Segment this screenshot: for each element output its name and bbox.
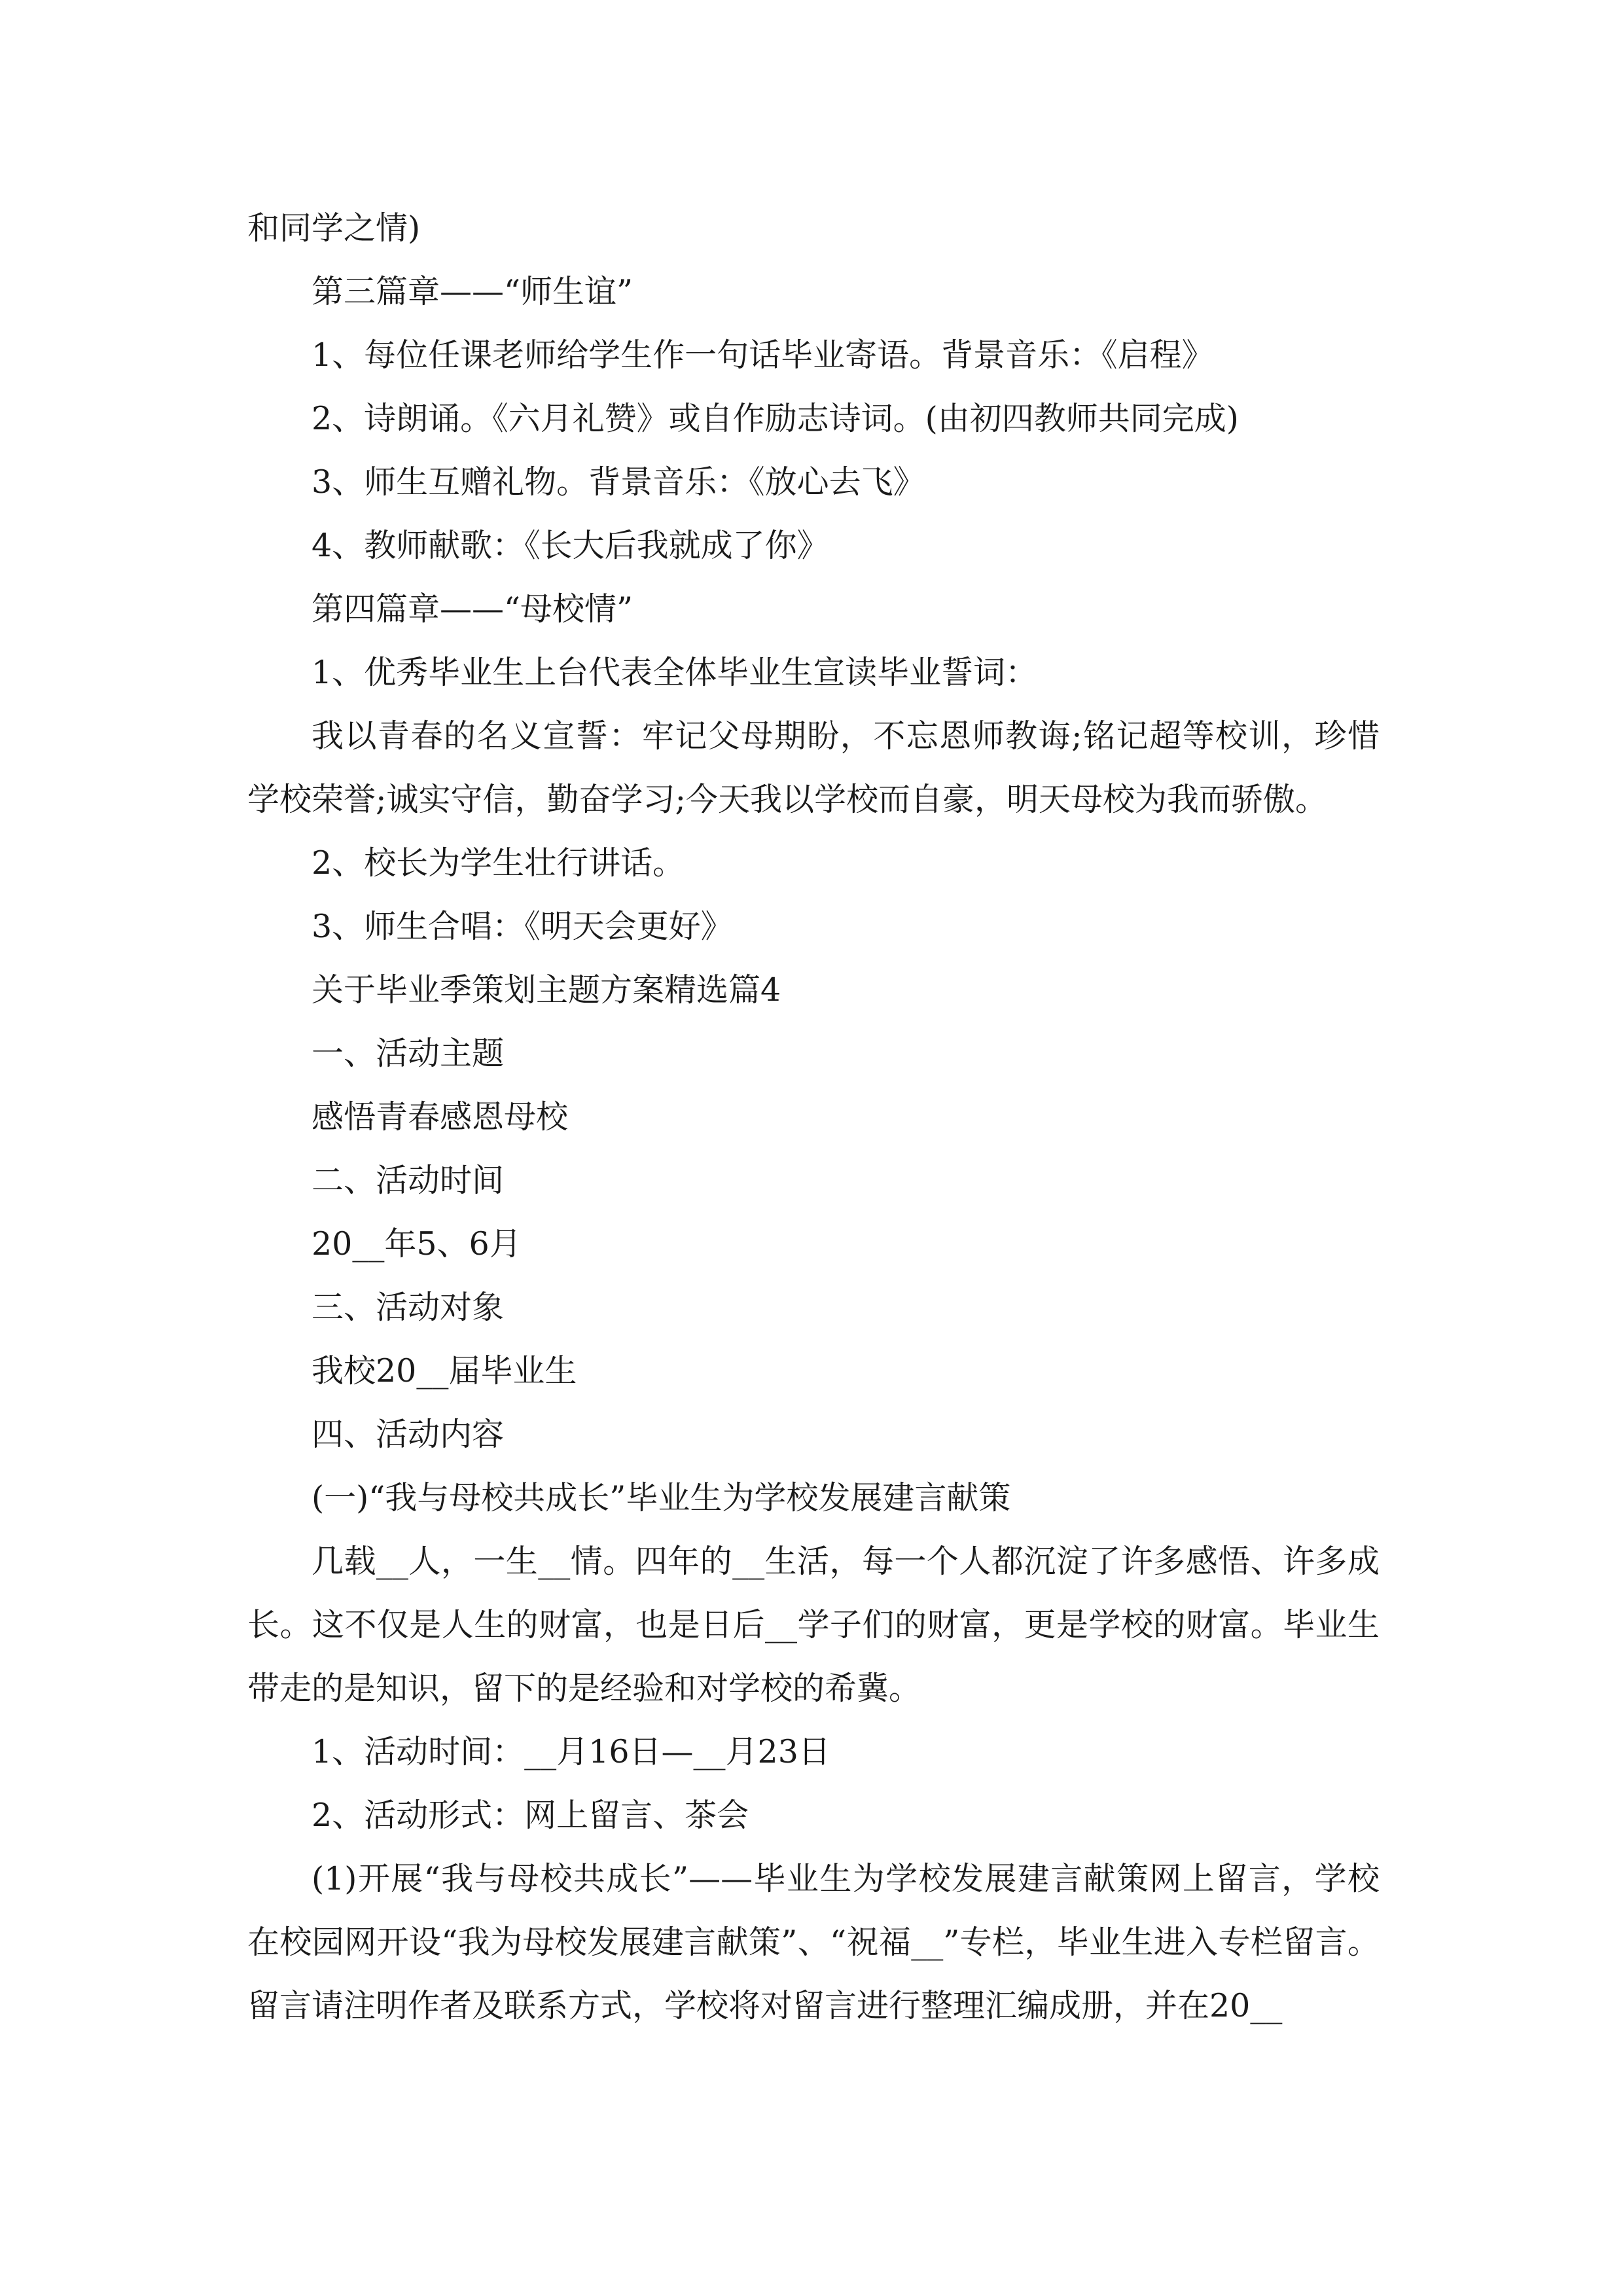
paragraph: 2、校长为学生壮行讲话。 <box>312 844 685 882</box>
paragraph: 和同学之情) <box>247 209 421 247</box>
heading-chapter-four: 第四篇章——“母校情” <box>312 590 633 628</box>
paragraph: 1、优秀毕业生上台代表全体毕业生宣读毕业誓词： <box>312 654 1038 691</box>
paragraph: 我校20__届毕业生 <box>312 1352 577 1390</box>
subheading: (一)“我与母校共成长”毕业生为学校发展建言献策 <box>312 1479 1011 1516</box>
paragraph: 1、活动时间：__月16日—__月23日 <box>312 1733 830 1770</box>
paragraph: (1)开展“我与母校共成长”——毕业生为学校发展建言献策网上留言，学校在校园网开设“我为母校发展建言献策”、“祝福__”专栏，毕业生进入专栏留言。留言请注明作者及联系方式，学校将对留言进行整理汇编成册，并在20__ <box>247 1860 1380 2024</box>
paragraph: 感悟青春感恩母校 <box>312 1098 569 1136</box>
paragraph: 3、师生合唱：《明天会更好》 <box>312 908 733 945</box>
paragraph: 1、每位任课老师给学生作一句话毕业寄语。背景音乐：《启程》 <box>312 336 1214 374</box>
paragraph: 2、诗朗诵。《六月礼赞》或自作励志诗词。(由初四教师共同完成) <box>312 400 1239 437</box>
paragraph: 4、教师献歌：《长大后我就成了你》 <box>312 527 829 564</box>
heading-activity-content: 四、活动内容 <box>312 1416 505 1453</box>
heading-activity-time: 二、活动时间 <box>312 1162 505 1199</box>
oath-paragraph: 我以青春的名义宣誓：牢记父母期盼，不忘恩师教诲;铭记超等校训，珍惜学校荣誉;诚实守信，勤奋学习;今天我以学校而自豪，明天母校为我而骄傲。 <box>247 717 1380 818</box>
paragraph: 3、师生互赠礼物。背景音乐：《放心去飞》 <box>312 463 925 501</box>
document-body <box>247 196 1380 2037</box>
heading-activity-theme: 一、活动主题 <box>312 1035 505 1072</box>
paragraph: 2、活动形式：网上留言、茶会 <box>312 1797 749 1834</box>
heading-chapter-three: 第三篇章——“师生谊” <box>312 273 633 310</box>
heading-activity-target: 三、活动对象 <box>312 1289 505 1326</box>
paragraph: 20__年5、6月 <box>312 1225 522 1263</box>
section-title: 关于毕业季策划主题方案精选篇4 <box>312 971 781 1009</box>
paragraph: 几载__人，一生__情。四年的__生活，每一个人都沉淀了许多感悟、许多成长。这不仅是人生的财富，也是日后__学子们的财富，更是学校的财富。毕业生带走的是知识，留下的是经验和对学校的希冀。 <box>247 1543 1380 1707</box>
